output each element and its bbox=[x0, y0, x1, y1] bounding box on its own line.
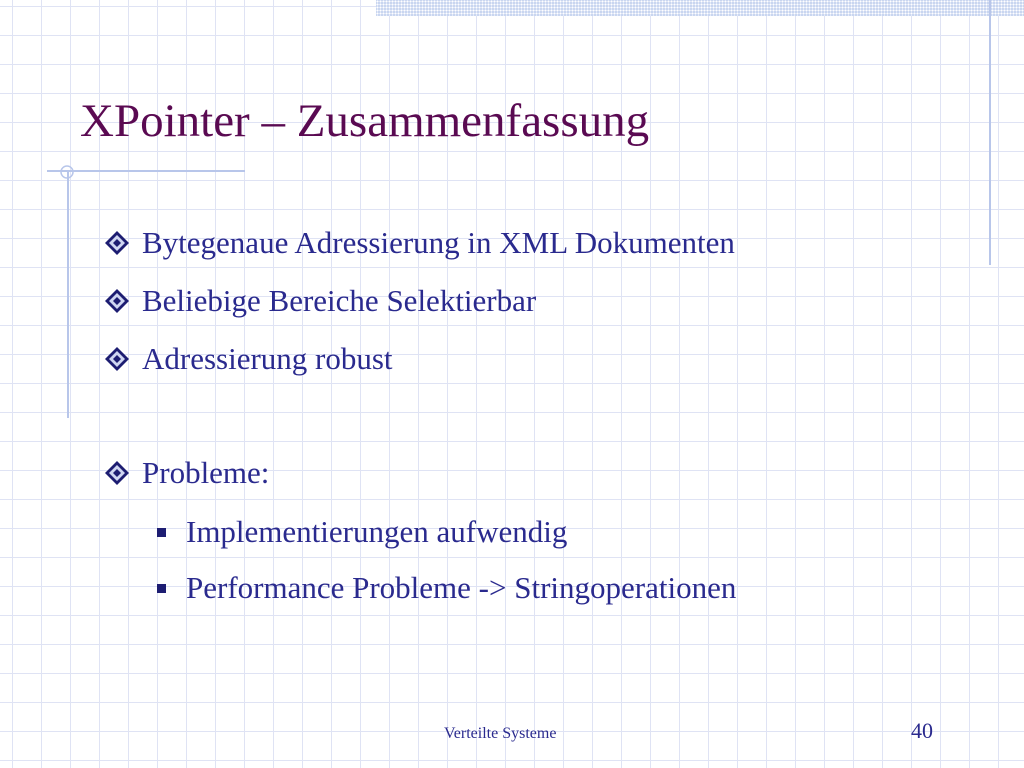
decorative-top-band bbox=[376, 0, 1024, 16]
sub-bullet-text: Implementierungen aufwendig bbox=[186, 514, 568, 549]
diamond-bullet-icon bbox=[104, 460, 130, 486]
slide-title: XPointer – Zusammenfassung bbox=[80, 95, 650, 147]
diamond-bullet-icon bbox=[104, 230, 130, 256]
bullet-item bbox=[104, 455, 269, 491]
corner-ornament-icon bbox=[57, 162, 77, 182]
bullet-item bbox=[104, 225, 735, 261]
page-number: 40 bbox=[911, 718, 933, 743]
square-bullet-icon bbox=[157, 584, 166, 593]
footer-text: Verteilte Systeme bbox=[444, 725, 557, 742]
bullet-text: Adressierung robust bbox=[142, 341, 393, 376]
bullet-text: Bytegenaue Adressierung in XML Dokumenten bbox=[142, 225, 735, 260]
sub-bullet-item bbox=[157, 514, 567, 550]
sub-bullet-text: Performance Probleme -> Stringoperationen bbox=[186, 570, 737, 605]
diamond-bullet-icon bbox=[104, 288, 130, 314]
bullet-item bbox=[104, 341, 393, 377]
bullet-text: Beliebige Bereiche Selektierbar bbox=[142, 283, 537, 318]
bullet-text: Probleme: bbox=[142, 455, 270, 490]
diamond-bullet-icon bbox=[104, 346, 130, 372]
bullet-item bbox=[104, 283, 536, 319]
decorative-right-line bbox=[989, 0, 991, 265]
square-bullet-icon bbox=[157, 528, 166, 537]
sub-bullet-item bbox=[157, 570, 736, 606]
decorative-left-line bbox=[67, 172, 69, 418]
